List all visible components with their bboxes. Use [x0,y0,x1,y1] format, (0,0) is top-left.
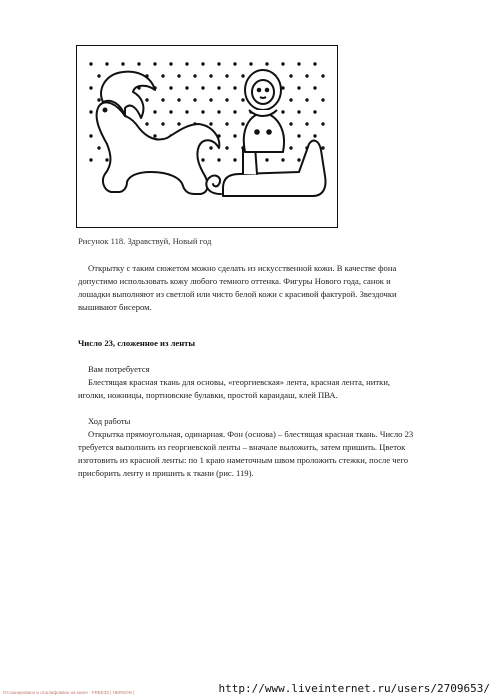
paragraph-line: иголки, ножницы, портновские булавки, простой карандаш, клей ПВА. [78,390,338,400]
paragraph-line: допустимо использовать кожу любого темного оттенка. Фигуры Нового года, санок и [78,276,391,286]
horse-drawing [97,72,220,194]
paragraph-line: изготовить из красной ленты: по 1 краю наметочным швом проложить стежки, после чего [78,455,409,465]
paragraph-intro [78,262,418,314]
paragraph-line: Открытка прямоугольная, одинарная. Фон (основа) – блестящая красная ткань. Число 23 [88,429,414,439]
watermark-url: http://www.liveinternet.ru/users/2709653/ [218,682,490,695]
new-year-figure-drawing [244,70,284,152]
materials-title: Вам потребуется [88,364,150,374]
figure-caption: Рисунок 118. Здравствуй, Новый год [78,236,212,246]
scan-credit: Отсканировано и отшлифовано на книге - FREE33 | HERSON | [3,690,135,695]
paragraph-line: вышивают бисером. [78,302,152,312]
paragraph-line: присборить ленту и пришить к ткани (рис. 119). [78,468,254,478]
figure-illustration [76,45,338,228]
paragraph-line: Блестящая красная ткань для основы, «георгиевская» лента, красная лента, нитки, [88,377,391,387]
procedure-title: Ход работы [88,416,131,426]
procedure-block [78,415,418,480]
materials-block [78,363,418,402]
paragraph-line: требуется выполнить из георгиевской ленты – вначале выложить, затем пришить. Цветок [78,442,406,452]
paragraph-line: лошадки выполняют из светлой или чисто белой кожи с красивой фактурой. Звездочки [78,289,397,299]
section-heading: Число 23, сложенное из ленты [78,338,196,348]
paragraph-line: Открытку с таким сюжетом можно сделать из искусственной кожи. В качестве фона [88,263,397,273]
horse-sled-figure-drawing [77,46,336,226]
